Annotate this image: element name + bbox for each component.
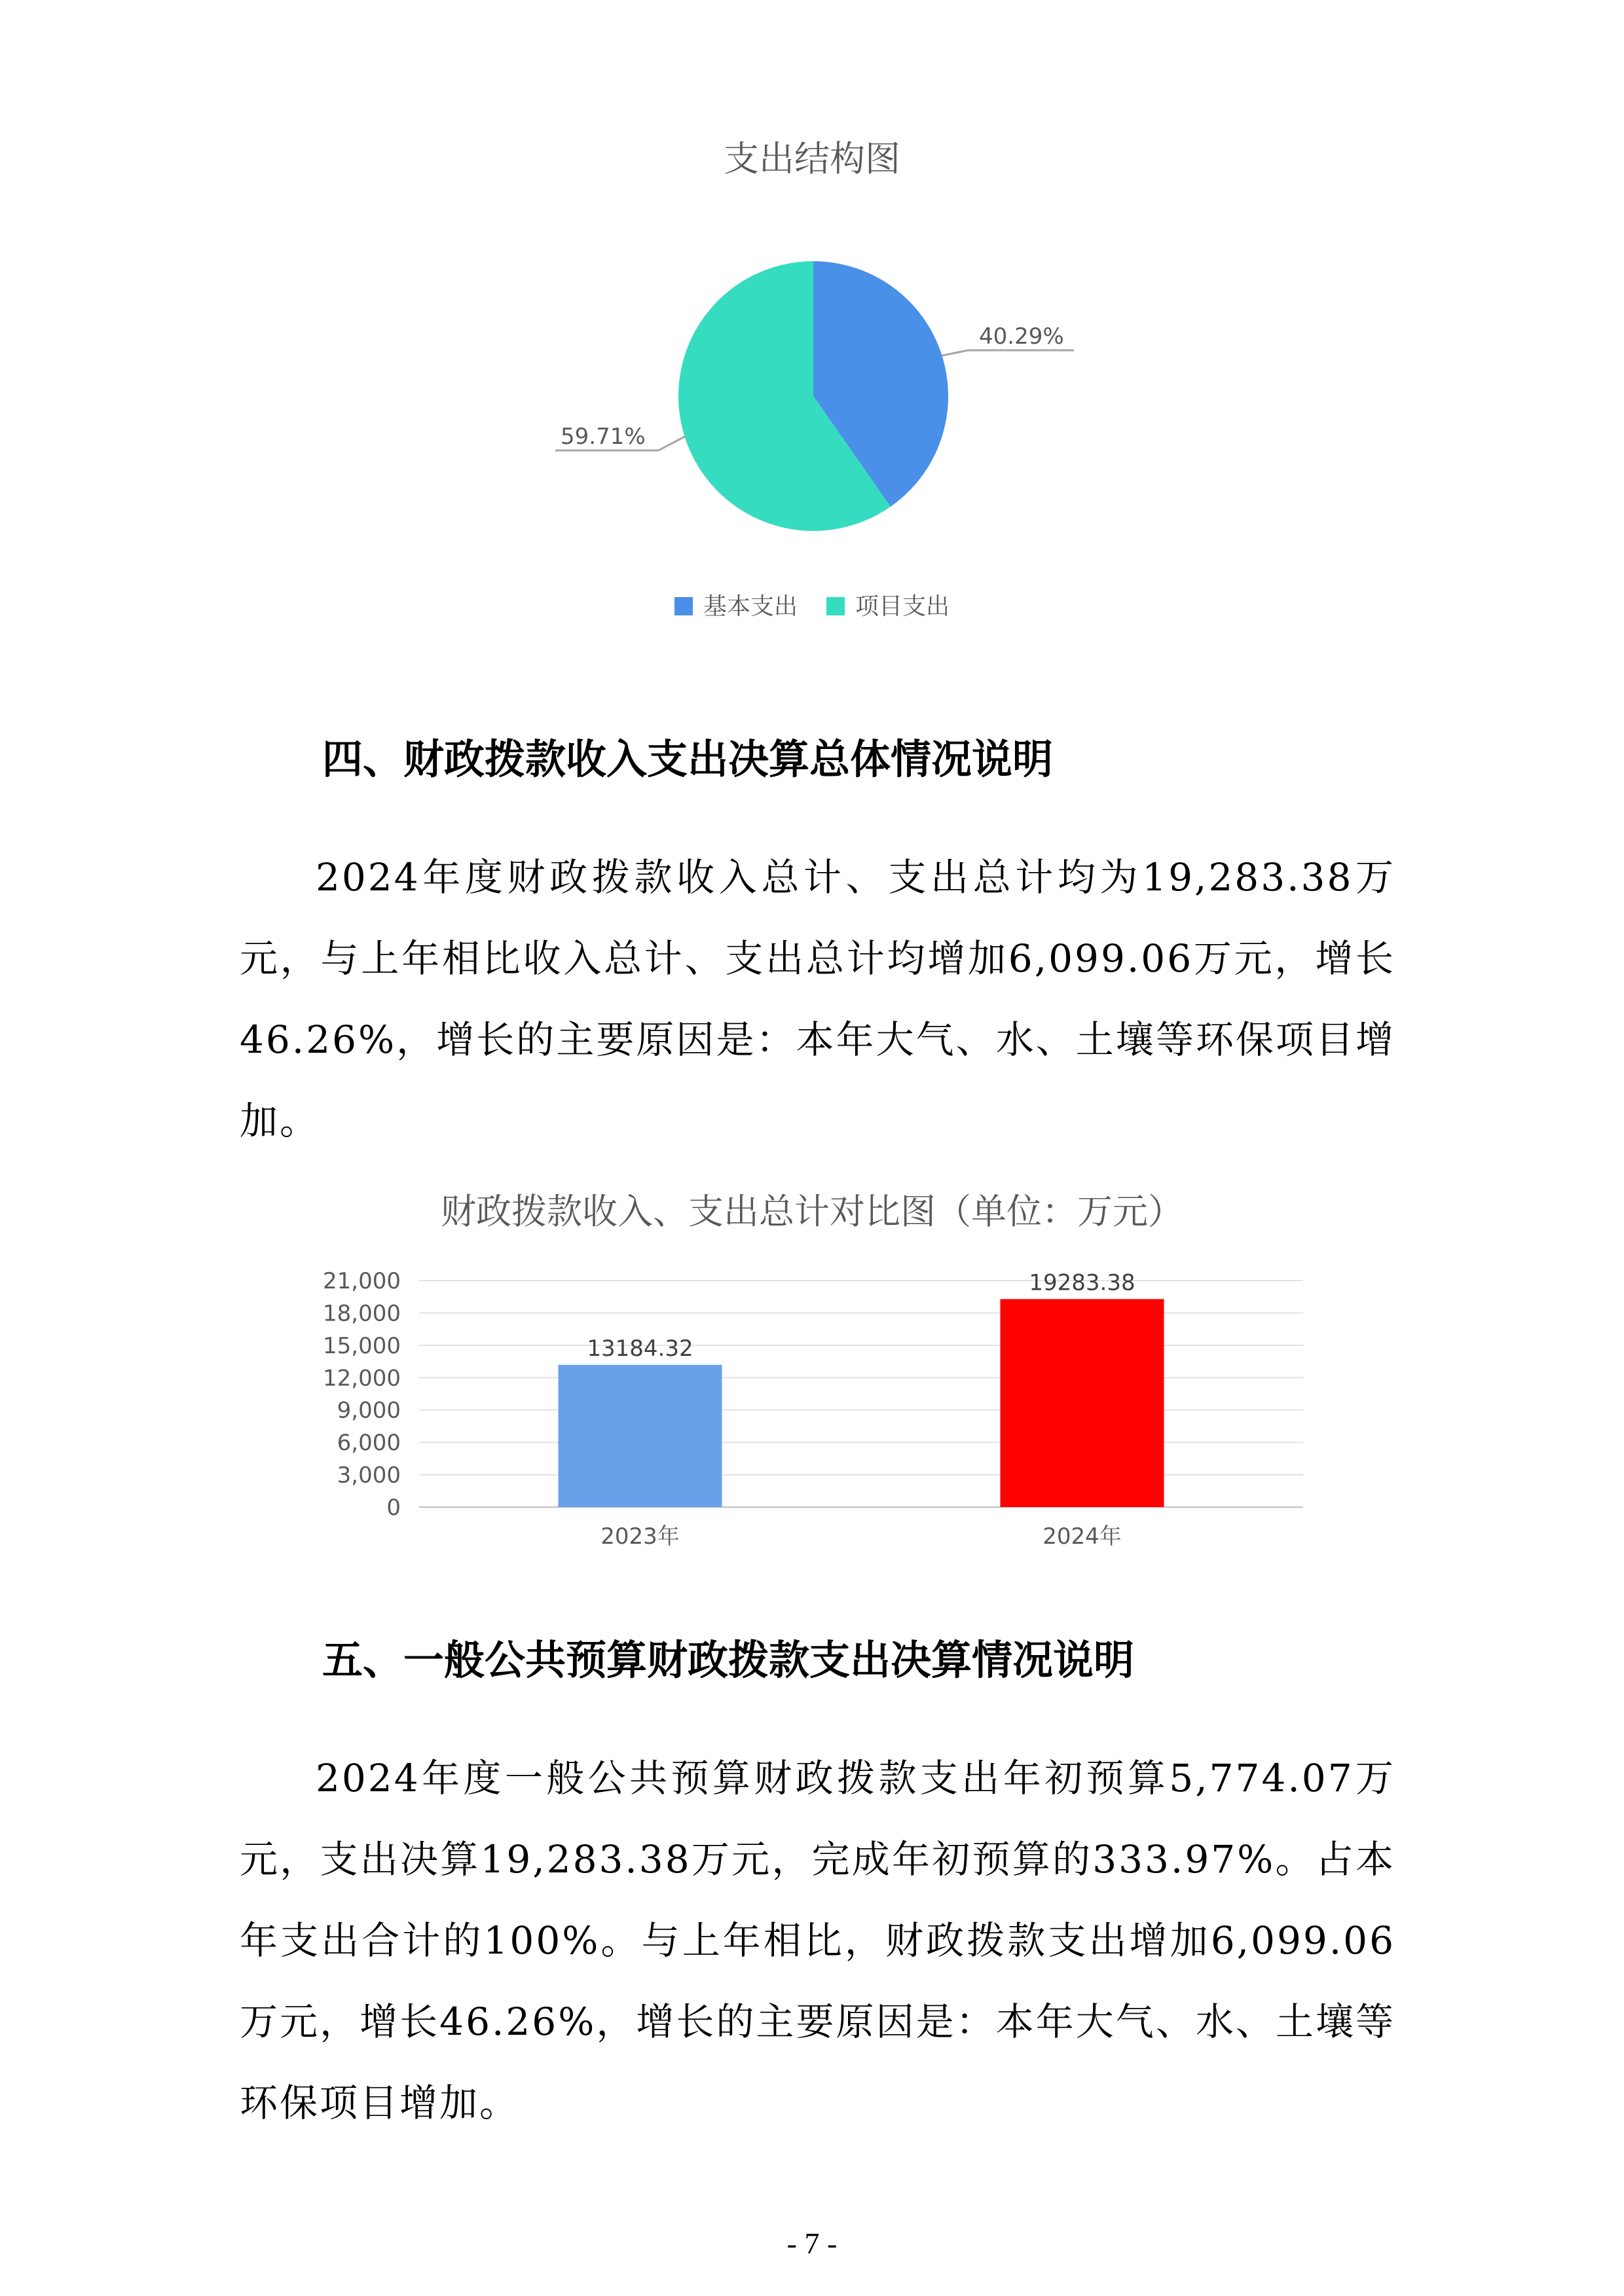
section-4-paragraph [240, 837, 1395, 1161]
page-number: - 7 - [786, 2227, 838, 2260]
legend-swatch-basic [674, 597, 693, 615]
x-tick-label: 2024年 [1043, 1523, 1122, 1550]
y-tick-label: 9,000 [337, 1397, 401, 1424]
leader-line-basic [942, 350, 1074, 355]
y-tick-label: 0 [386, 1495, 401, 1521]
bar-data-label: 13184.32 [587, 1335, 693, 1362]
y-tick-label: 18,000 [323, 1300, 401, 1327]
pie-label-basic: 40.29% [979, 323, 1064, 350]
legend-swatch-project [826, 597, 845, 615]
x-tick-label: 2023年 [600, 1523, 680, 1550]
section-5-text: 2024年度一般公共预算财政拨款支出年初预算5,774.07万元，支出决算19,283.38万元，完成年初预算的333.97%。占本年支出合计的100%。与上年相比，财政拨款支出增加6,099.06万元，增长46.26%，增长的主要原因是：本年大气、水、土壤等环保项目增加。 [240, 1756, 1395, 2125]
legend-label-project: 项目支出 [855, 593, 950, 620]
section-5-heading: 五、一般公共预算财政拨款支出决算情况说明 [322, 1636, 1135, 1684]
bar-2023年 [559, 1365, 722, 1507]
pie-chart-title: 支出结构图 [724, 138, 900, 179]
pie-label-project: 59.71% [561, 424, 646, 450]
legend-label-basic: 基本支出 [703, 593, 798, 620]
y-tick-label: 12,000 [323, 1365, 401, 1392]
y-tick-label: 15,000 [323, 1332, 401, 1359]
bar-chart [0, 1231, 1624, 1571]
y-tick-label: 3,000 [337, 1462, 401, 1489]
pie-chart [0, 0, 1624, 668]
bar-2024年 [1001, 1299, 1164, 1507]
section-4-text: 2024年度财政拨款收入总计、支出总计均为19,283.38万元，与上年相比收入总计、支出总计均增加6,099.06万元，增长46.26%，增长的主要原因是：本年大气、水、土壤等环保项目增加。 [240, 855, 1395, 1143]
y-tick-label: 21,000 [323, 1268, 401, 1294]
y-tick-label: 6,000 [337, 1430, 401, 1457]
section-4-heading: 四、财政拨款收入支出决算总体情况说明 [322, 735, 1054, 783]
bar-chart-title: 财政拨款收入、支出总计对比图（单位：万元） [441, 1191, 1183, 1232]
bar-data-label: 19283.38 [1029, 1269, 1135, 1296]
section-5-paragraph [240, 1738, 1395, 2143]
